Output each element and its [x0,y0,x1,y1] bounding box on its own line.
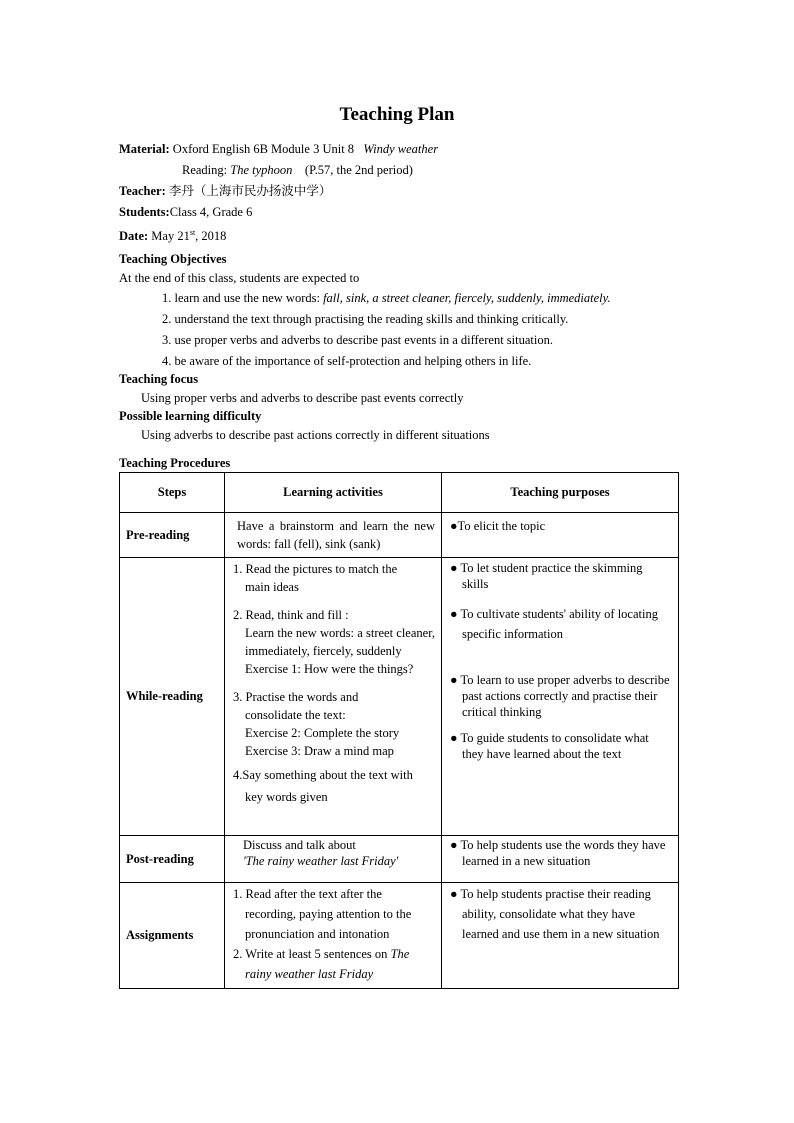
activity-item-2: 2. Read, think and fill : [233,608,349,622]
header-activities: Learning activities [225,473,442,513]
step-while-reading: While-reading [120,558,225,836]
table-row-while-reading [120,558,679,836]
purpose-assignments: ● To help students practise their reading ability, consolidate what they have learned and use them in a new situation [450,887,660,941]
purposes-while-reading [442,558,678,766]
activity-item-4: 4.Say something about the text with [233,768,413,782]
procedures-table [119,472,679,989]
date-label: Date: [119,229,149,244]
assignment-item-1: 1. Read after the text after the [233,887,382,901]
purpose-item-2: ● To cultivate students' ability of locating specific information [450,607,658,641]
reading-suffix: (P.57, the 2nd period) [304,163,413,177]
table-row-post-reading [120,836,679,883]
step-post-reading: Post-reading [120,836,225,883]
teacher-label: Teacher: [119,184,166,198]
objectives-intro: At the end of this class, students are expected to [119,271,360,285]
material-value: Oxford English 6B Module 3 Unit 8 [172,142,355,156]
students-value: Class 4, Grade 6 [169,205,253,219]
purpose-item-4: ● To guide students to consolidate what they have learned about the text [450,731,649,761]
objective-item-1: 1. learn and use the new words: fall, sink, a street cleaner, fiercely, suddenly, immediately. [162,291,611,305]
header-steps: Steps [120,473,225,513]
document-title: Teaching Plan [339,104,455,125]
difficulty-heading: Possible learning difficulty [119,409,262,423]
header-purposes: Teaching purposes [442,473,679,513]
step-assignments: Assignments [120,883,225,989]
purpose-item-1: ● To let student practice the skimming skills [450,561,643,591]
purpose-pre-reading: ●To elicit the topic [450,519,546,533]
activity-item-3-cont: consolidate the text: [245,708,346,722]
activity-item-2-words: Learn the new words: a street cleaner, immediately, fiercely, suddenly [245,626,435,658]
material-label: Material: [119,142,170,156]
activity-item-1: 1. Read the pictures to match the [233,562,398,576]
purpose-item-3: ● To learn to use proper adverbs to describe past actions correctly and practise their critical thinking [450,673,670,719]
activity-item-3: 3. Practise the words and [233,690,359,704]
teacher-value: 李丹（上海市民办扬波中学） [168,184,332,198]
material-unit-title: Windy weather [363,142,439,156]
objectives-heading: Teaching Objectives [119,252,227,266]
activity-item-3-exercise-2: Exercise 2: Complete the story [245,726,400,740]
table-header-row [120,473,679,513]
date-line [119,223,226,246]
material-reading-line [182,160,413,180]
focus-heading: Teaching focus [119,372,199,386]
date-value: May 21st, 2018 [151,228,227,244]
activity-item-3-exercise-3: Exercise 3: Draw a mind map [245,744,394,758]
objective-item-2: 2. understand the text through practising the reading skills and thinking critically. [162,312,569,326]
activities-while-reading [225,558,441,810]
activity-item-1-cont: main ideas [245,580,299,594]
reading-prefix: Reading: [182,163,228,177]
procedures-heading: Teaching Procedures [119,456,231,470]
students-line [119,202,252,222]
teacher-line [119,181,331,201]
table-row-pre-reading [120,513,679,558]
reading-title: The typhoon [230,163,293,177]
activity-item-4-cont: key words given [245,790,328,804]
difficulty-text: Using adverbs to describe past actions correctly in different situations [141,428,490,442]
purpose-post-reading: ● To help students use the words they have learned in a new situation [450,838,666,868]
objective-item-3: 3. use proper verbs and adverbs to describe past events in a different situation. [162,333,553,347]
objective-item-4: 4. be aware of the importance of self-protection and helping others in life. [162,354,532,368]
activity-pre-reading: Have a brainstorm and learn the new words: fall (fell), sink (sank) [237,519,435,551]
material-line [119,139,438,159]
students-label: Students: [119,205,170,219]
activities-assignments: 1. Read after the text after the recording, paying attention to the pronunciation and intonation 2. Write at least 5 sentences on The rainy weather last Friday [225,883,441,988]
activity-post-reading: Discuss and talk about 'The rainy weather last Friday' [243,838,399,868]
focus-text: Using proper verbs and adverbs to describe past events correctly [141,391,464,405]
step-pre-reading: Pre-reading [120,513,225,558]
table-row-assignments [120,883,679,989]
assignment-item-2: 2. Write at least 5 sentences on The [233,947,410,961]
activity-item-2-exercise: Exercise 1: How were the things? [245,662,414,676]
